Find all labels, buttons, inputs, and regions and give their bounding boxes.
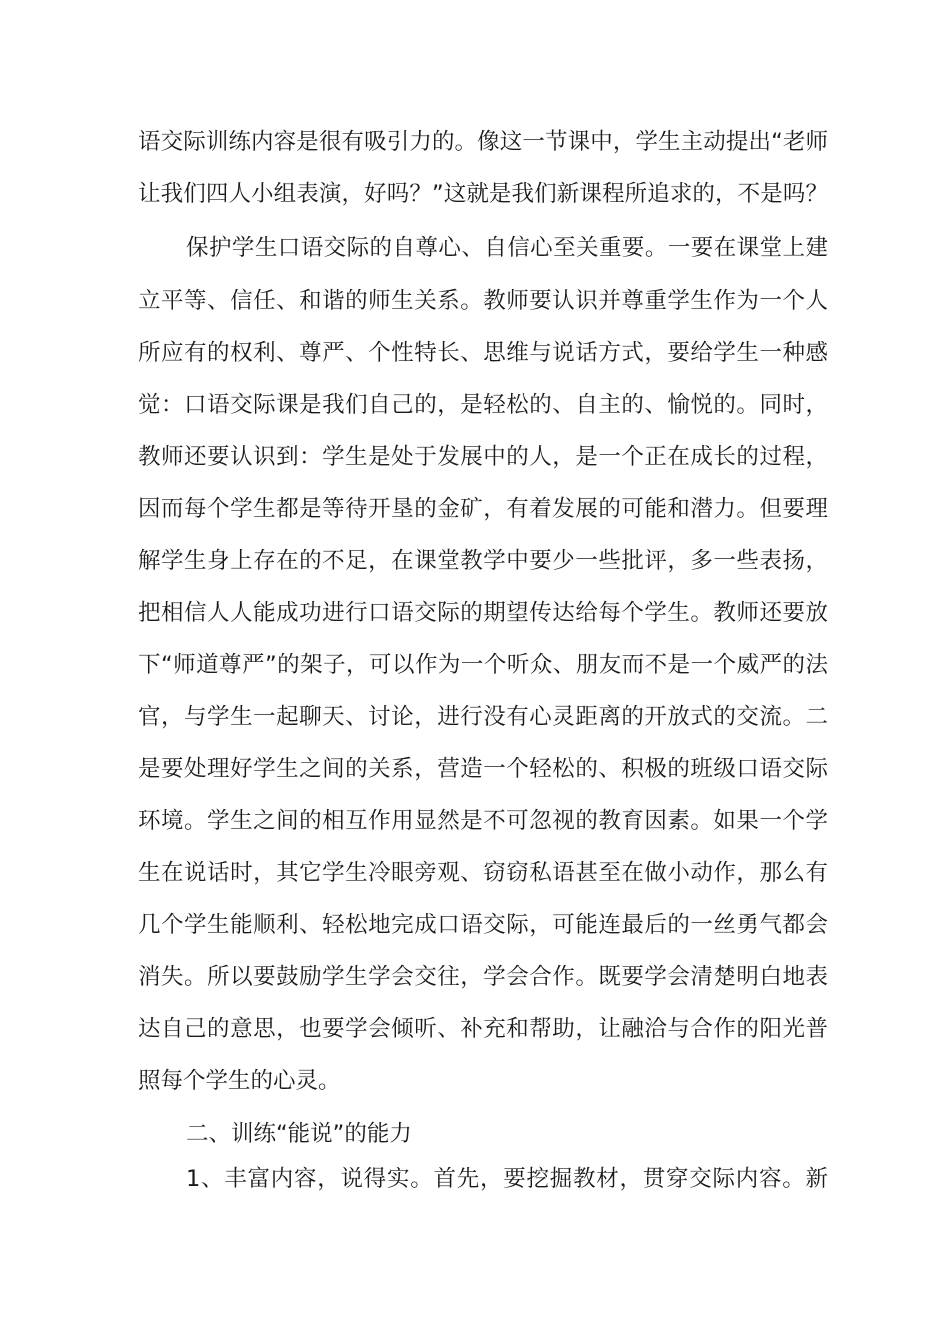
text-line-10: 把相信人人能成功进行口语交际的期望传达给每个学生。教师还要放	[138, 600, 828, 626]
paragraph-start-line: 保护学生口语交际的自尊心、自信心至关重要。一要在课堂上建	[186, 235, 828, 261]
text-line-11: 下“师道尊严”的架子，可以作为一个听众、朋友而不是一个威严的法	[138, 652, 828, 678]
text-line-16: 几个学生能顺利、轻松地完成口语交际，可能连最后的一丝勇气都会	[138, 912, 828, 938]
text-line-5: 所应有的权利、尊严、个性特长、思维与说话方式，要给学生一种感	[138, 340, 828, 366]
text-line-9: 解学生身上存在的不足，在课堂教学中要少一些批评，多一些表扬，	[138, 548, 828, 574]
text-line-6: 觉：口语交际课是我们自己的，是轻松的、自主的、愉悦的。同时，	[138, 392, 828, 418]
text-line-13: 是要处理好学生之间的关系，营造一个轻松的、积极的班级口语交际	[138, 756, 828, 782]
text-line-7: 教师还要认识到：学生是处于发展中的人，是一个正在成长的过程，	[138, 444, 828, 470]
text-line-8: 因而每个学生都是等待开垦的金矿，有着发展的可能和潜力。但要理	[138, 496, 828, 522]
subsection-start-line: 1、丰富内容，说得实。首先，要挖掘教材，贯穿交际内容。新	[186, 1166, 828, 1192]
text-line-17: 消失。所以要鼓励学生学会交往，学会合作。既要学会清楚明白地表	[138, 964, 828, 990]
text-line-12: 官，与学生一起聊天、讨论，进行没有心灵距离的开放式的交流。二	[138, 704, 828, 730]
text-line-4: 立平等、信任、和谐的师生关系。教师要认识并尊重学生作为一个人	[138, 288, 828, 314]
section-heading: 二、训练“能说”的能力	[186, 1121, 412, 1147]
text-line-14: 环境。学生之间的相互作用显然是不可忽视的教育因素。如果一个学	[138, 808, 828, 834]
paragraph-end-line: 照每个学生的心灵。	[138, 1068, 341, 1094]
text-line-1: 语交际训练内容是很有吸引力的。像这一节课中，学生主动提出“老师	[138, 129, 828, 155]
text-line-18: 达自己的意思，也要学会倾听、补充和帮助，让融洽与合作的阳光普	[138, 1016, 828, 1042]
text-line-2: 让我们四人小组表演，好吗？”这就是我们新课程所追求的，不是吗？	[138, 181, 828, 207]
text-line-15: 生在说话时，其它学生冷眼旁观、窃窃私语甚至在做小动作，那么有	[138, 860, 828, 886]
